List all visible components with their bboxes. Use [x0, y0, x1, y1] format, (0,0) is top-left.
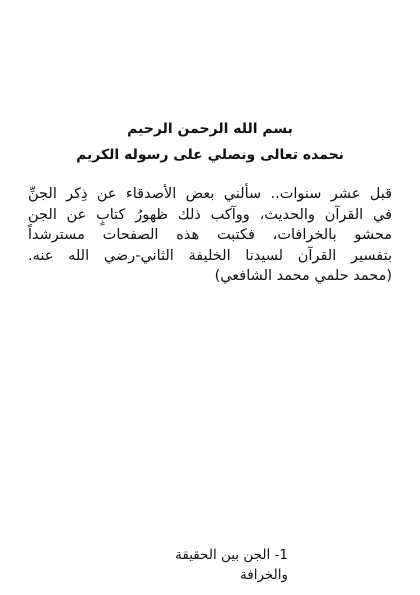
- basmala-heading: بسم الله الرحمن الرحيم: [127, 121, 293, 137]
- preface-line: في القرآن والحديث، ووآكب ذلك ظهورُ كتابٍ عن الجن: [28, 206, 392, 223]
- toc-entry-title-continued[interactable]: والخرافة: [240, 567, 288, 583]
- preface-paragraph: [28, 184, 392, 287]
- preface-line: بتفسير القرآن لسيدنا الخليفة الثاني-رضي الله عنه.: [28, 247, 392, 264]
- table-of-contents: [120, 545, 288, 585]
- praise-heading: نحمده تعالى ونصلي على رسوله الكريم: [76, 147, 344, 163]
- preface-line: قبل عشر سنوات.. سألني بعض الأصدقاء عن ذِكر الجنِّ: [28, 186, 392, 202]
- preface-line: محشو بالخرافات، فكتبت هذه الصفحات مسترشداً: [28, 227, 392, 243]
- toc-entry-title[interactable]: 1- الجن بين الحقيقة: [175, 547, 288, 563]
- author-signature: (محمد حلمي محمد الشافعي): [214, 268, 392, 284]
